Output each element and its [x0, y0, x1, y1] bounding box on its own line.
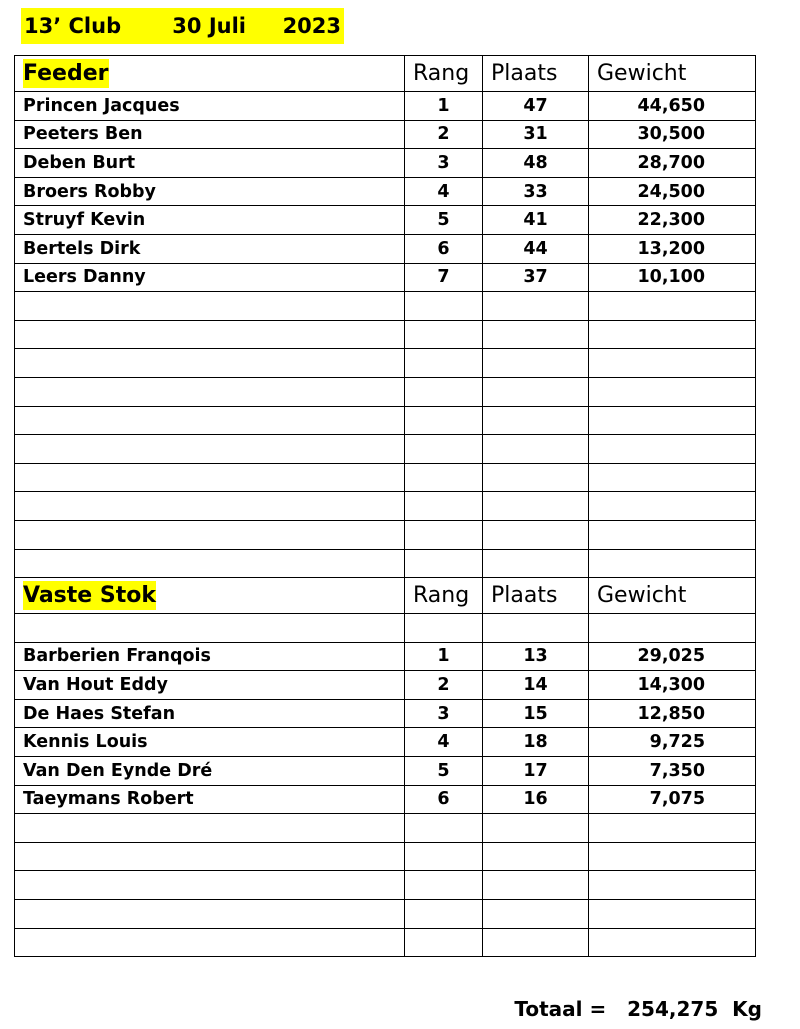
rang-cell: [405, 520, 483, 549]
table-row: [15, 871, 756, 900]
table-row: [15, 120, 756, 149]
plaats-cell: 48: [483, 149, 589, 178]
athlete-name: [15, 463, 405, 492]
table-row: [15, 814, 756, 843]
feeder-header-row: [15, 56, 756, 92]
rang-cell: [405, 492, 483, 521]
table-row: [15, 406, 756, 435]
gewicht-cell: [589, 406, 756, 435]
table-row: [15, 642, 756, 671]
plaats-cell: [483, 928, 589, 957]
athlete-name: Deben Burt: [15, 149, 405, 178]
plaats-cell: [483, 320, 589, 349]
athlete-name: [15, 435, 405, 464]
gewicht-cell: [589, 871, 756, 900]
rang-cell: [405, 292, 483, 321]
table-row: [15, 377, 756, 406]
feeder-section-title: Feeder: [23, 60, 109, 86]
total-label: Totaal =: [514, 997, 607, 1021]
athlete-name: [15, 871, 405, 900]
total-value: 254,275: [627, 997, 719, 1021]
gewicht-cell: 7,350: [589, 757, 756, 786]
plaats-cell: [483, 463, 589, 492]
rang-cell: [405, 900, 483, 929]
gewicht-cell: 12,850: [589, 699, 756, 728]
plaats-cell: 18: [483, 728, 589, 757]
rang-cell: [405, 614, 483, 643]
gewicht-cell: [589, 435, 756, 464]
gewicht-cell: 7,075: [589, 785, 756, 814]
table-row: [15, 842, 756, 871]
athlete-name: Princen Jacques: [15, 92, 405, 121]
table-row: [15, 900, 756, 929]
event-year: 2023: [282, 14, 342, 38]
plaats-cell: 17: [483, 757, 589, 786]
gewicht-cell: [589, 377, 756, 406]
athlete-name: [15, 842, 405, 871]
vaste-stok-rows: [15, 614, 756, 957]
table-row: [15, 206, 756, 235]
rang-cell: 2: [405, 120, 483, 149]
gewicht-cell: [589, 349, 756, 378]
athlete-name: Van Hout Eddy: [15, 671, 405, 700]
plaats-cell: [483, 900, 589, 929]
rang-cell: [405, 549, 483, 578]
athlete-name: [15, 900, 405, 929]
table-row: [15, 728, 756, 757]
athlete-name: [15, 549, 405, 578]
rang-cell: 1: [405, 642, 483, 671]
plaats-cell: 47: [483, 92, 589, 121]
club-name: 13’ Club: [24, 14, 122, 38]
plaats-cell: 13: [483, 642, 589, 671]
table-row: [15, 149, 756, 178]
rang-cell: 5: [405, 206, 483, 235]
plaats-header: Plaats: [483, 56, 589, 92]
gewicht-cell: [589, 492, 756, 521]
gewicht-cell: [589, 842, 756, 871]
athlete-name: Barberien Franqois: [15, 642, 405, 671]
rang-cell: [405, 377, 483, 406]
plaats-cell: [483, 520, 589, 549]
plaats-cell: 41: [483, 206, 589, 235]
table-row: [15, 757, 756, 786]
rang-cell: 5: [405, 757, 483, 786]
athlete-name: [15, 492, 405, 521]
table-row: [15, 549, 756, 578]
rang-cell: [405, 928, 483, 957]
plaats-cell: [483, 349, 589, 378]
gewicht-cell: [589, 900, 756, 929]
table-row: [15, 785, 756, 814]
rang-cell: [405, 349, 483, 378]
results-table: [14, 55, 756, 957]
plaats-cell: [483, 292, 589, 321]
rang-cell: [405, 435, 483, 464]
athlete-name: [15, 406, 405, 435]
table-row: [15, 435, 756, 464]
plaats-cell: 31: [483, 120, 589, 149]
rang-cell: [405, 463, 483, 492]
athlete-name: [15, 377, 405, 406]
rang-cell: [405, 814, 483, 843]
athlete-name: [15, 814, 405, 843]
table-row: [15, 292, 756, 321]
gewicht-cell: [589, 292, 756, 321]
total-unit: Kg: [732, 997, 762, 1021]
table-row: [15, 320, 756, 349]
rang-cell: [405, 842, 483, 871]
gewicht-cell: [589, 549, 756, 578]
rang-cell: 2: [405, 671, 483, 700]
plaats-cell: [483, 549, 589, 578]
plaats-cell: 44: [483, 234, 589, 263]
gewicht-cell: [589, 320, 756, 349]
rang-cell: 7: [405, 263, 483, 292]
table-row: [15, 263, 756, 292]
table-row: [15, 463, 756, 492]
plaats-cell: 16: [483, 785, 589, 814]
gewicht-cell: 14,300: [589, 671, 756, 700]
athlete-name: [15, 520, 405, 549]
vaste-stok-header-row: [15, 578, 756, 614]
athlete-name: [15, 928, 405, 957]
plaats-cell: 33: [483, 177, 589, 206]
rang-cell: 6: [405, 234, 483, 263]
rang-cell: 1: [405, 92, 483, 121]
athlete-name: Peeters Ben: [15, 120, 405, 149]
rang-cell: [405, 320, 483, 349]
plaats-cell: [483, 871, 589, 900]
table-row: [15, 520, 756, 549]
table-row: [15, 928, 756, 957]
athlete-name: [15, 320, 405, 349]
table-row: [15, 699, 756, 728]
athlete-name: Van Den Eynde Dré: [15, 757, 405, 786]
athlete-name: Leers Danny: [15, 263, 405, 292]
gewicht-cell: 30,500: [589, 120, 756, 149]
plaats-cell: [483, 614, 589, 643]
plaats-cell: [483, 406, 589, 435]
rang-cell: [405, 406, 483, 435]
table-row: [15, 614, 756, 643]
athlete-name: Kennis Louis: [15, 728, 405, 757]
gewicht-cell: 24,500: [589, 177, 756, 206]
gewicht-cell: [589, 520, 756, 549]
rang-cell: 4: [405, 177, 483, 206]
plaats-header: Plaats: [483, 578, 589, 614]
athlete-name: Taeymans Robert: [15, 785, 405, 814]
plaats-cell: 15: [483, 699, 589, 728]
rang-cell: [405, 871, 483, 900]
athlete-name: Struyf Kevin: [15, 206, 405, 235]
plaats-cell: 14: [483, 671, 589, 700]
gewicht-cell: 13,200: [589, 234, 756, 263]
plaats-cell: [483, 814, 589, 843]
gewicht-cell: 10,100: [589, 263, 756, 292]
vaste-stok-section-title: Vaste Stok: [23, 582, 156, 608]
gewicht-cell: 29,025: [589, 642, 756, 671]
gewicht-cell: [589, 463, 756, 492]
rang-header: Rang: [405, 56, 483, 92]
page-title: [21, 8, 344, 44]
table-row: [15, 492, 756, 521]
plaats-cell: [483, 435, 589, 464]
gewicht-header: Gewicht: [589, 56, 756, 92]
gewicht-cell: 22,300: [589, 206, 756, 235]
gewicht-cell: 9,725: [589, 728, 756, 757]
table-row: [15, 234, 756, 263]
total-line: [514, 997, 762, 1021]
feeder-rows: [15, 92, 756, 578]
athlete-name: [15, 292, 405, 321]
table-row: [15, 177, 756, 206]
athlete-name: [15, 349, 405, 378]
gewicht-header: Gewicht: [589, 578, 756, 614]
table-row: [15, 349, 756, 378]
plaats-cell: [483, 377, 589, 406]
athlete-name: De Haes Stefan: [15, 699, 405, 728]
table-row: [15, 671, 756, 700]
rang-header: Rang: [405, 578, 483, 614]
athlete-name: [15, 614, 405, 643]
plaats-cell: [483, 842, 589, 871]
gewicht-cell: [589, 614, 756, 643]
gewicht-cell: [589, 928, 756, 957]
rang-cell: 3: [405, 699, 483, 728]
gewicht-cell: 28,700: [589, 149, 756, 178]
athlete-name: Bertels Dirk: [15, 234, 405, 263]
gewicht-cell: [589, 814, 756, 843]
plaats-cell: [483, 492, 589, 521]
rang-cell: 3: [405, 149, 483, 178]
athlete-name: Broers Robby: [15, 177, 405, 206]
rang-cell: 6: [405, 785, 483, 814]
table-row: [15, 92, 756, 121]
gewicht-cell: 44,650: [589, 92, 756, 121]
event-date: 30 Juli: [172, 14, 246, 38]
plaats-cell: 37: [483, 263, 589, 292]
rang-cell: 4: [405, 728, 483, 757]
